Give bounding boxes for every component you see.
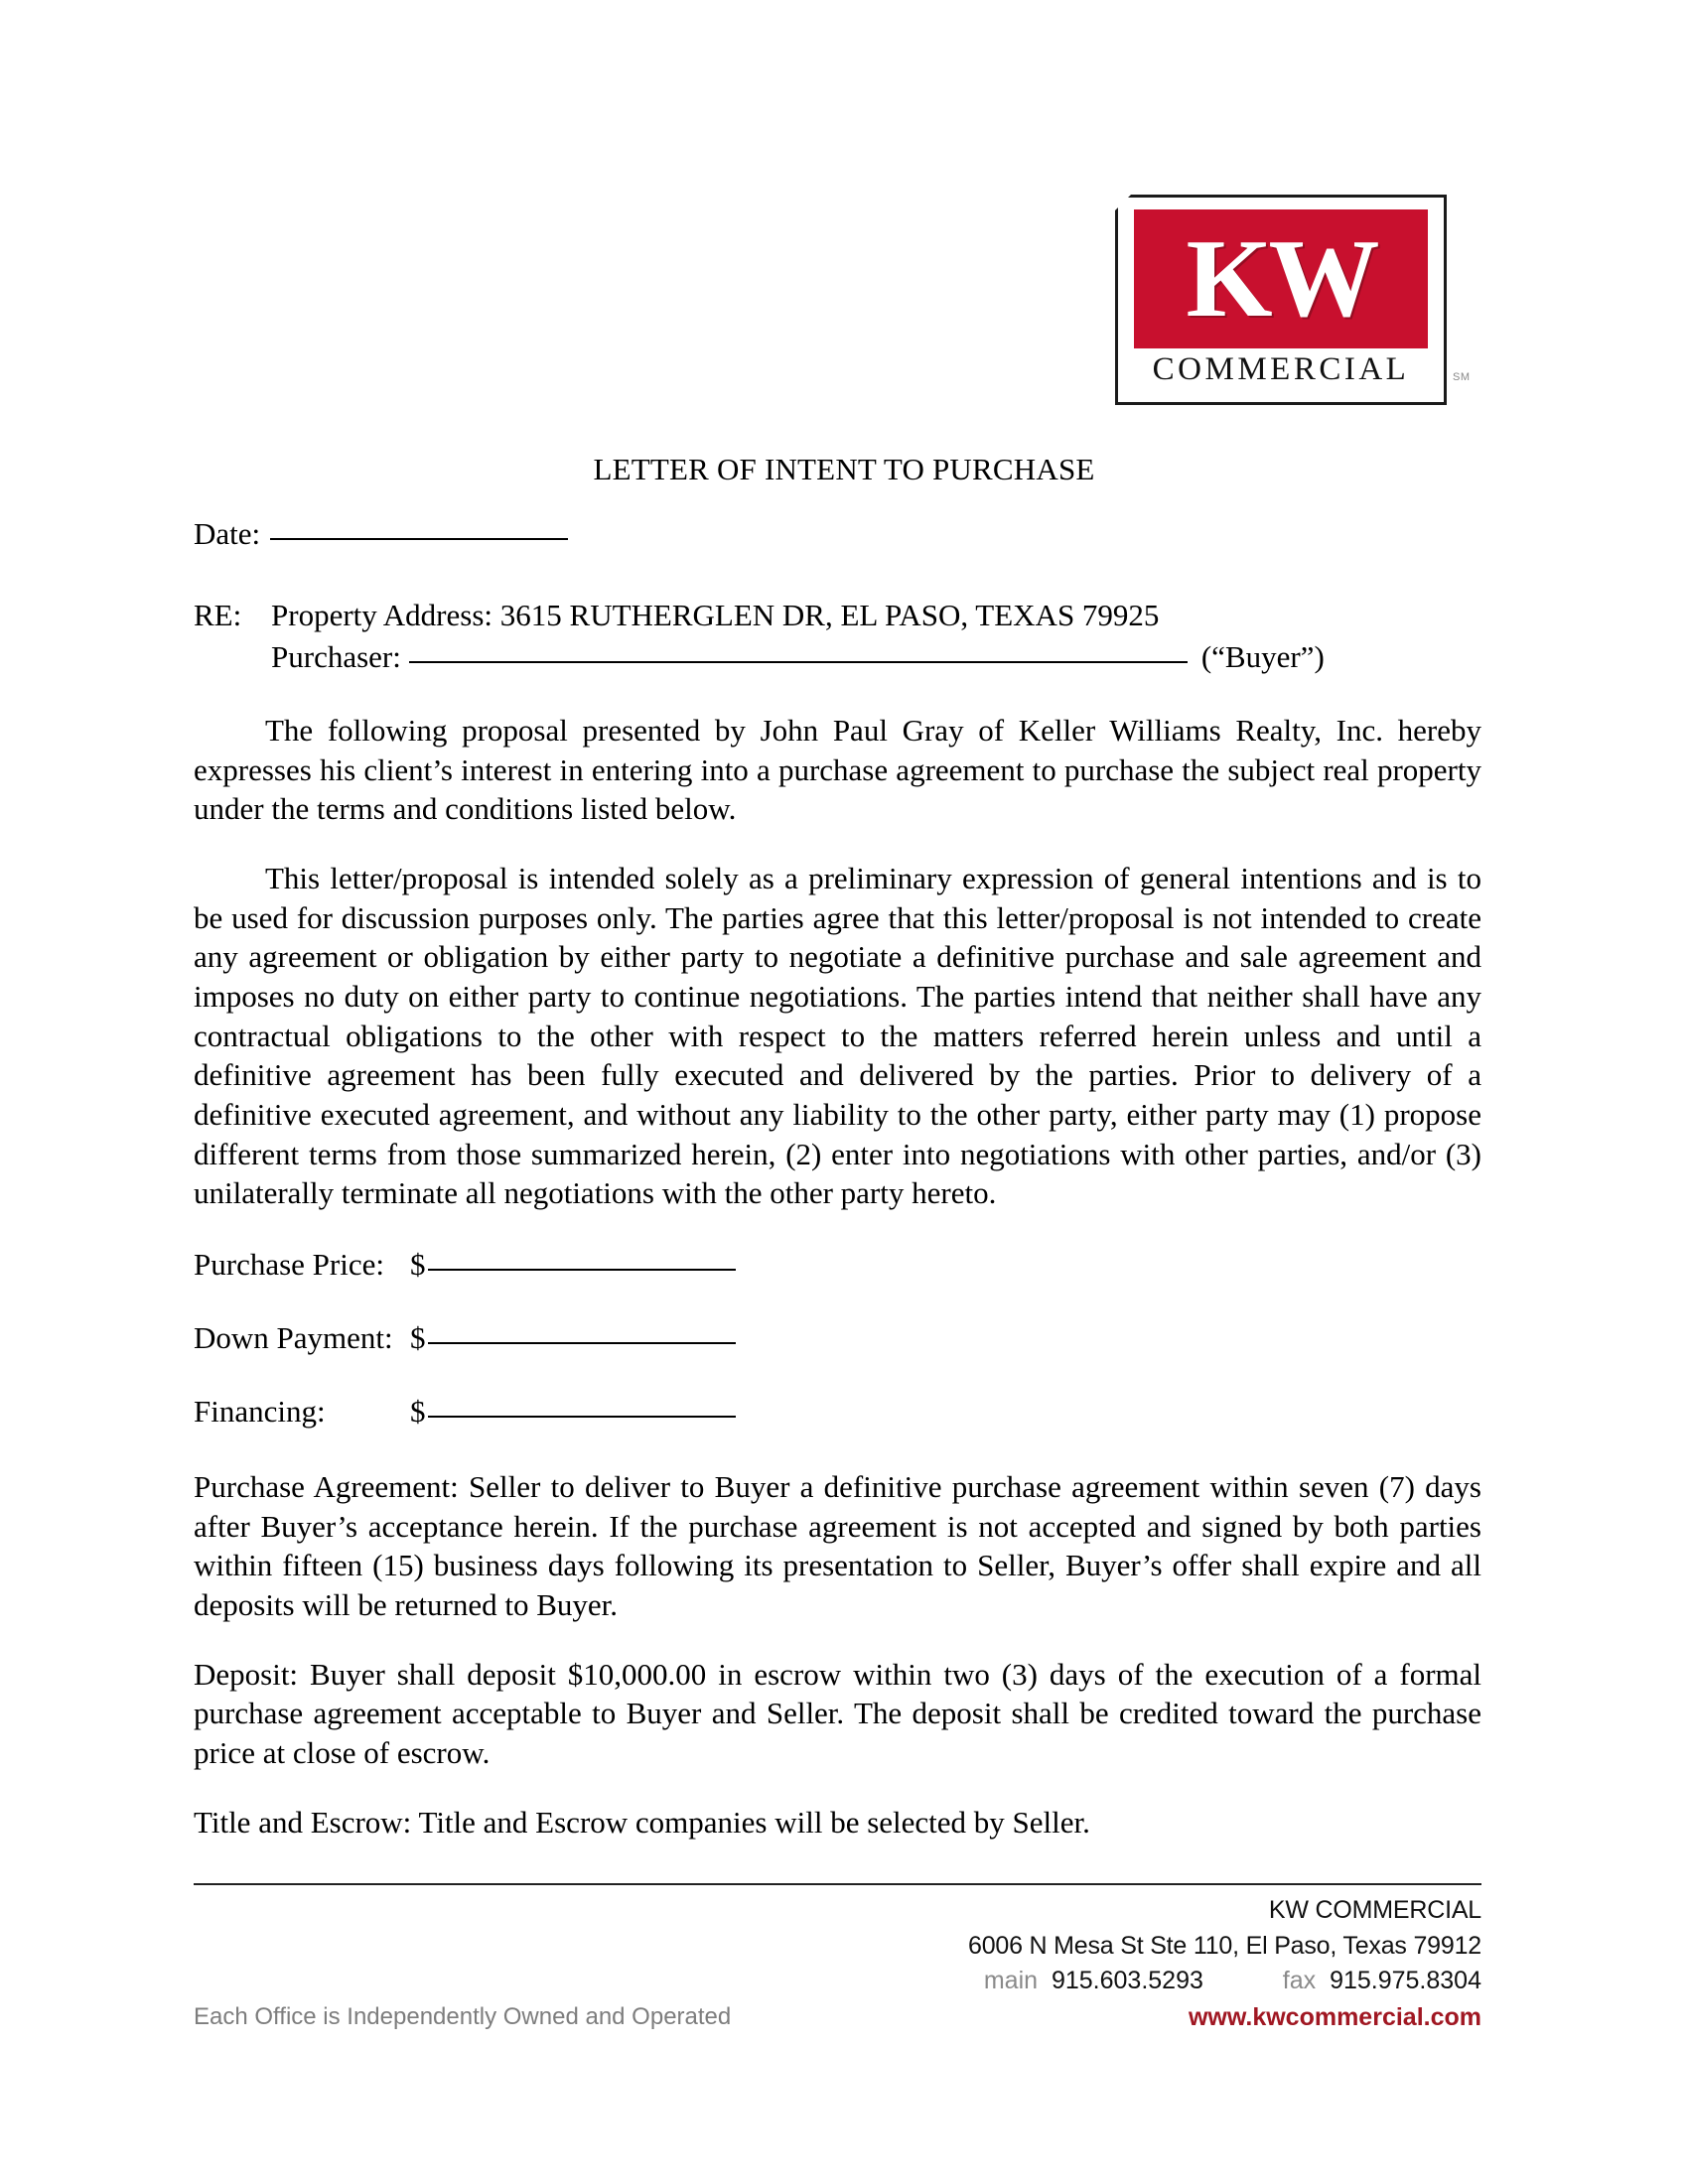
page-footer: [194, 1893, 1481, 2043]
kw-commercial-logo: [1115, 195, 1471, 409]
footer-company: KW COMMERCIAL: [1268, 1896, 1481, 1924]
buyer-tag: (“Buyer”): [1200, 639, 1325, 674]
term-row-down-payment: [194, 1320, 1481, 1356]
property-address-row: [194, 598, 1481, 633]
financing-currency: $: [410, 1394, 426, 1430]
down-payment-label: Down Payment:: [194, 1320, 393, 1356]
page-title: LETTER OF INTENT TO PURCHASE: [593, 452, 1095, 486]
re-label: RE:: [194, 598, 242, 632]
date-line: [194, 516, 1481, 552]
purchaser-row: [194, 639, 1481, 675]
property-address-value: 3615 RUTHERGLEN DR, EL PASO, TEXAS 79925: [499, 598, 1160, 632]
document-body: [194, 516, 1481, 1867]
term-row-purchase-price: [194, 1247, 1481, 1283]
purchaser-label: Purchaser:: [271, 639, 401, 674]
footer-phone-row: [194, 1964, 1481, 1999]
fax-label: fax: [1282, 1967, 1317, 1994]
purchase-price-blank-field[interactable]: [428, 1269, 736, 1271]
term-row-financing: [194, 1394, 1481, 1430]
paragraph-title-escrow: Title and Escrow: Title and Escrow companies will be selected by Seller.: [194, 1804, 1090, 1840]
independent-office-notice: Each Office is Independently Owned and Operated: [194, 2002, 732, 2030]
main-phone-number: 915.603.5293: [1051, 1967, 1203, 1994]
service-mark-icon: SM: [1453, 371, 1471, 383]
paragraph-deposit: Deposit: Buyer shall deposit $10,000.00 in escrow within two (3) days of the execution of a formal purchase agreement acceptable to Buyer and Seller. The deposit shall be credited toward the purchase price at close of escrow.: [194, 1656, 1481, 1771]
terms-block: [194, 1247, 1481, 1430]
financing-blank-field[interactable]: [428, 1416, 736, 1418]
purchase-price-label: Purchase Price:: [194, 1247, 384, 1283]
logo-corner-notch: [1114, 194, 1132, 211]
logo-commercial-wordmark: COMMERCIAL: [1152, 351, 1410, 387]
footer-contact-block: [194, 1893, 1481, 1999]
paragraph-intro: The following proposal presented by John Paul Gray of Keller Williams Realty, Inc. hereby expresses his client’s interest in entering into a purchase agreement to purchase the subject real property under the terms and conditions listed below.: [194, 713, 1481, 827]
paragraph-non-binding: This letter/proposal is intended solely as a preliminary expression of general intentions and is to be used for discussion purposes only. The parties agree that this letter/proposal is not intended to create any agreement or obligation by either party to negotiate a definitive purchase and sale agreement and imposes no duty on either party to continue negotiations. The parties intend that neither shall have any contractual obligations to the other with respect to the matters referred herein unless and until a definitive agreement has been fully executed and delivered by the parties. Prior to delivery of a definitive executed agreement, and without any liability to the other party, either party may (1) propose different terms from those summarized herein, (2) enter into negotiations with other parties, and/or (3) unilaterally terminate all negotiations with the other party hereto.: [194, 861, 1481, 1211]
footer-divider: [194, 1883, 1481, 1885]
footer-address: 6006 N Mesa St Ste 110, El Paso, Texas 79912: [968, 1931, 1481, 1960]
financing-label: Financing:: [194, 1394, 326, 1430]
re-block: [194, 598, 1481, 675]
property-address-label: Property Address:: [271, 598, 493, 632]
purchase-price-currency: $: [410, 1247, 426, 1283]
footer-bottom-row: [194, 2003, 1481, 2043]
paragraph-purchase-agreement: Purchase Agreement: Seller to deliver to Buyer a definitive purchase agreement within seven (7) days after Buyer’s acceptance herein. If the purchase agreement is not accepted and signed by both parties within fifteen (15) business days following its presentation to Seller, Buyer’s offer shall expire and all deposits will be returned to Buyer.: [194, 1469, 1481, 1623]
date-blank-field[interactable]: [270, 538, 568, 540]
main-phone-label: main: [983, 1967, 1039, 1994]
date-label: Date:: [194, 516, 261, 551]
footer-website-link[interactable]: www.kwcommercial.com: [1188, 2002, 1481, 2031]
down-payment-currency: $: [410, 1320, 426, 1356]
down-payment-blank-field[interactable]: [428, 1342, 736, 1344]
logo-kw-letters: KW: [1186, 217, 1376, 341]
purchaser-blank-field[interactable]: [409, 661, 1188, 663]
fax-number: 915.975.8304: [1330, 1967, 1481, 1994]
